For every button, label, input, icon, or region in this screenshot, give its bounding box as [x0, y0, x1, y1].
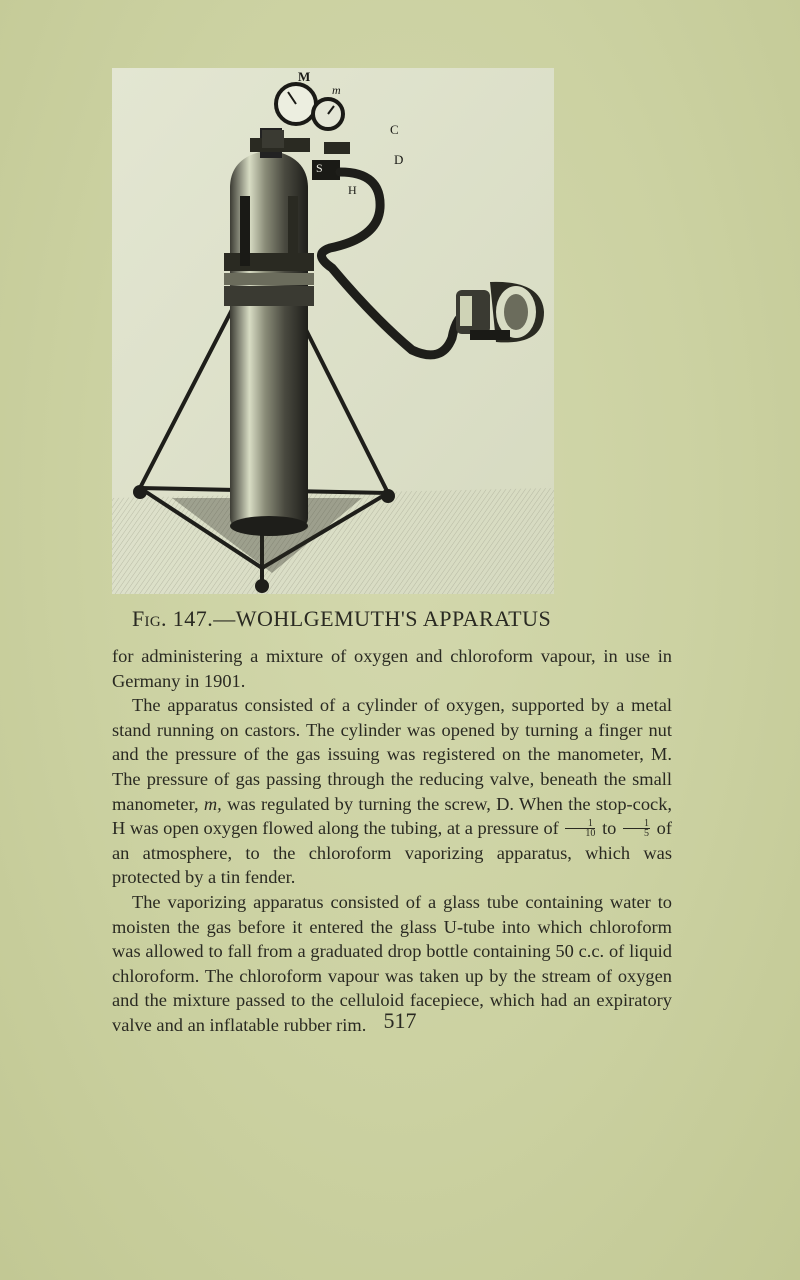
label-C: C	[390, 122, 399, 137]
page-number: 517	[383, 1008, 417, 1033]
fraction-2-numerator: 1	[623, 819, 650, 829]
p2-text-a: The apparatus consisted of a cylinder of oxygen, supported by a metal stand running on castors. The cylinder was opened by turning a finger nut and the pressure of the gas issuing was registered on the manometer, M. The pressure of gas passing through the reducing valve, beneath the small manometer,	[112, 695, 672, 814]
p2-text-b: was regulated by turning the screw, D. When the stop-cock, H was open oxygen flowed along the tubing, at a pressure of	[112, 793, 672, 839]
label-M: M	[298, 69, 311, 84]
label-D: D	[394, 152, 404, 167]
caption-prefix: Fig.	[132, 606, 167, 631]
p2-text-to: to	[602, 818, 617, 839]
p2-text-c: of an atmosphere, to the chloroform vaporizing apparatus, which was protected by a tin fender.	[112, 818, 672, 888]
fraction-one-tenth	[565, 819, 595, 838]
caption-dash: —	[213, 606, 236, 631]
caption-title: WOHLGEMUTH'S APPARATUS	[235, 606, 552, 631]
fraction-1-numerator: 1	[565, 819, 595, 829]
fraction-one-fifth	[623, 819, 650, 838]
fraction-1-denominator: 10	[585, 828, 596, 840]
label-m: m	[332, 83, 341, 97]
paragraph-2	[112, 693, 672, 890]
label-S: S	[316, 161, 323, 175]
paragraph-1: for administering a mixture of oxygen and chloroform vapour, in use in Germany in 1901.	[112, 646, 672, 691]
paragraph-3: The vaporizing apparatus consisted of a glass tube containing water to moisten the gas before it entered the glass U-tube into which chloroform was allowed to fall from a graduated drop bottle containing 50 c.c. of liquid chloroform. The chloroform vapour was taken up by the stream of oxygen and the mixture passed to the celluloid facepiece, which had an expiratory valve and an inflatable rubber rim.	[112, 891, 672, 1035]
fraction-2-denominator: 5	[644, 828, 650, 840]
apparatus-illustration	[112, 68, 554, 594]
figure-caption	[132, 606, 652, 632]
caption-number: 147.	[172, 606, 214, 631]
body-text	[112, 644, 672, 1038]
label-H: H	[348, 183, 357, 197]
p2-italic-m: m,	[203, 793, 222, 814]
